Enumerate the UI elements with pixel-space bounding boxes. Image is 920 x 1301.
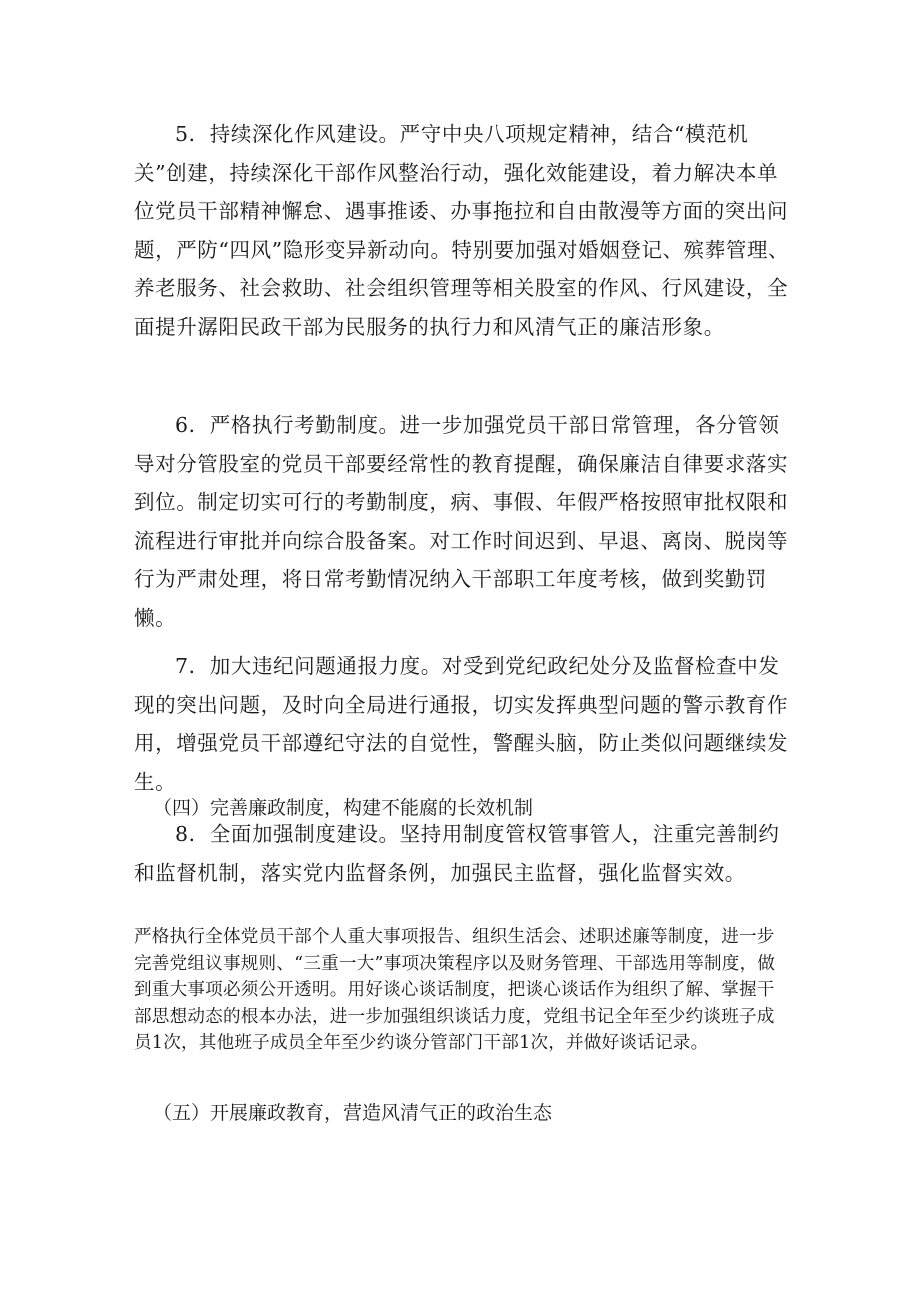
paragraph-6: 6．严格执行考勤制度。进一步加强党员干部日常管理，各分管领导对分管股室的党员干部要经常性的教育提醒，确保廉洁自律要求落实到位。制定切实可行的考勤制度，病、事假、年假严格按照审批权限和流程进行审批并向综合股备案。对工作时间迟到、早退、离岗、脱岗等行为严肃处理，将日常考勤情况纳入干部职工年度考核，做到奖勤罚懒。 bbox=[134, 413, 789, 630]
section-heading-5: （五）开展廉政教育，营造风清气正的政治生态 bbox=[153, 1102, 553, 1124]
paragraph-7: 7．加大违纪问题通报力度。对受到党纪政纪处分及监督检查中发现的突出问题，及时向全局进行通报，切实发挥典型问题的警示教育作用，增强党员干部遵纪守法的自觉性，警醒头脑，防止类似问题继续发生。 bbox=[134, 654, 789, 794]
paragraph-5: 5．持续深化作风建设。严守中央八项规定精神，结合“模范机关”创建，持续深化干部作风整治行动，强化效能建设，着力解决本单位党员干部精神懈怠、遇事推诿、办事拖拉和自由散漫等方面的突出问题，严防“四风”隐形变异新动向。特别要加强对婚姻登记、殡葬管理、养老服务、社会救助、社会组织管理等相关股室的作风、行风建设，全面提升潺阳民政干部为民服务的执行力和风清气正的廉洁形象。 bbox=[134, 122, 790, 339]
section-heading-4: （四）完善廉政制度，构建不能腐的长效机制 bbox=[153, 797, 534, 819]
paragraph-8-details: 严格执行全体党员干部个人重大事项报告、组织生活会、述职述廉等制度，进一步完善党组议事规则、“三重一大”事项决策程序以及财务管理、干部选用等制度，做到重大事项必须公开透明。用好谈心谈话制度，把谈心谈话作为组织了解、掌握干部思想动态的根本办法，进一步加强组织谈话力度，党组书记全年至少约谈班子成员1次，其他班子成员全年至少约谈分管部门干部1次，并做好谈话记录。 bbox=[134, 927, 776, 1053]
paragraph-8: 8．全面加强制度建设。坚持用制度管权管事管人，注重完善制约和监督机制，落实党内监督条例，加强民主监督，强化监督实效。 bbox=[134, 822, 780, 885]
